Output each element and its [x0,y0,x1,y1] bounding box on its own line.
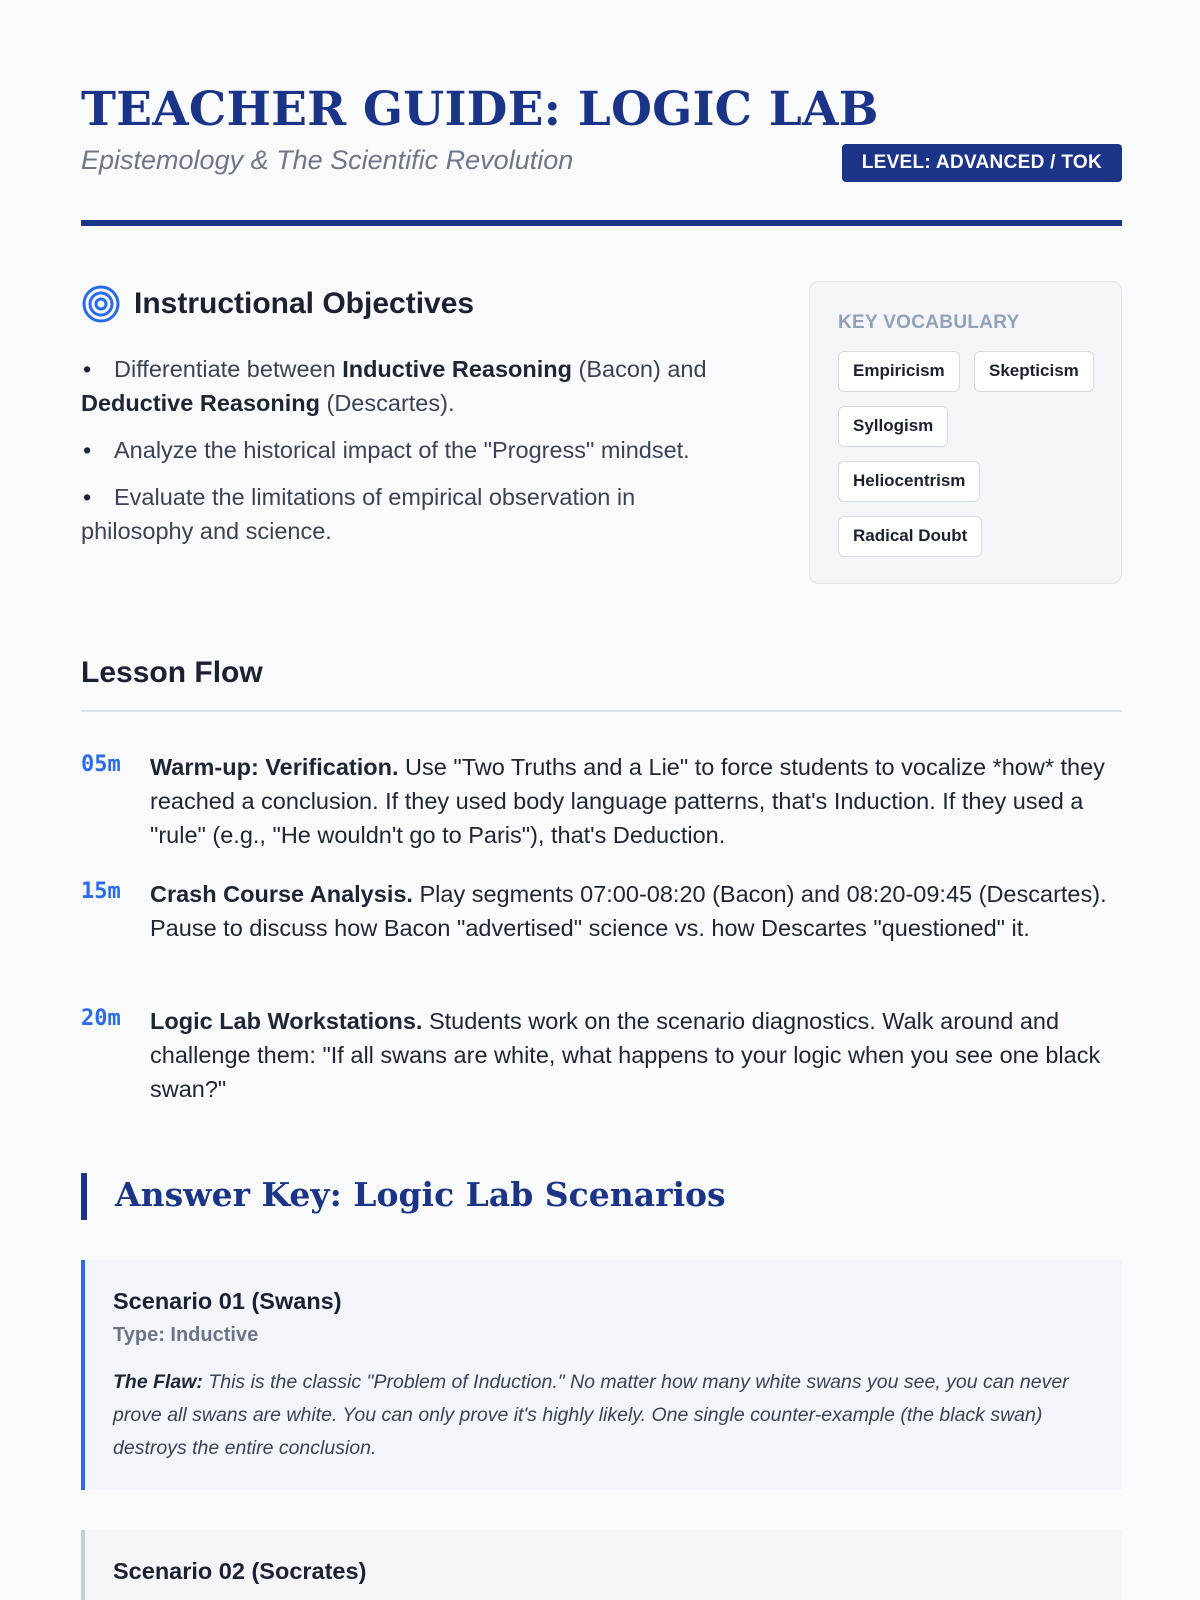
scenario-type: Type: Inductive [113,1324,259,1346]
vocab-chip: Empiricism [838,351,960,392]
objectives-list [81,352,741,561]
step-title: Warm-up: Verification. [150,754,399,780]
answer-key-heading: Answer Key: Logic Lab Scenarios [115,1175,726,1214]
header-divider [81,220,1122,226]
list-item: • Evaluate the limitations of empirical observation in philosophy and science. [81,480,741,548]
vocabulary-title: KEY VOCABULARY [838,312,1020,333]
list-item: • Analyze the historical impact of the "Progress" mindset. [81,433,741,467]
list-item: • Differentiate between Inductive Reasoning (Bacon) and Deductive Reasoning (Descartes). [81,352,741,420]
answer-key-accent-bar [81,1173,87,1220]
flaw-label: The Flaw: [113,1371,203,1393]
step-duration: 15m [81,879,121,904]
page-title: TEACHER GUIDE: LOGIC LAB [81,82,879,137]
step-title: Logic Lab Workstations. [150,1008,423,1034]
scenario-title: Scenario 01 (Swans) [113,1288,342,1314]
scenario-card [81,1530,1122,1600]
objectives-heading: Instructional Objectives [134,287,475,320]
bullet: • [83,484,92,510]
scenario-flaw: The Flaw: This is the classic "Problem of Induction." No matter how many white swans you see, you can never prove all swans are white. You can only prove it's highly likely. One single counter-example (the black swan) destroys the entire conclusion. [113,1371,1069,1459]
vocab-chip: Heliocentrism [838,461,980,502]
step-description: Warm-up: Verification. Use "Two Truths and a Lie" to force students to vocalize *how* they reached a conclusion. If they used body language patterns, that's Induction. If they used a "rule" (e.g., "He wouldn't go to Paris"), that's Deduction. [150,754,1105,848]
step-duration: 05m [81,752,121,777]
scenario-title: Scenario 02 (Socrates) [113,1558,367,1584]
level-badge: LEVEL: ADVANCED / TOK [842,144,1122,182]
page-subtitle: Epistemology & The Scientific Revolution [81,145,574,175]
lesson-flow-divider [81,710,1122,712]
vocab-chip: Syllogism [838,406,948,447]
bullet: • [83,437,92,463]
bullet: • [83,356,92,382]
step-title: Crash Course Analysis. [150,881,413,907]
key-vocabulary-card [809,281,1122,584]
step-description: Crash Course Analysis. Play segments 07:00-08:20 (Bacon) and 08:20-09:45 (Descartes). Pause to discuss how Bacon "advertised" science vs. how Descartes "questioned" it. [150,881,1107,941]
step-description: Logic Lab Workstations. Students work on the scenario diagnostics. Walk around and challenge them: "If all swans are white, what happens to your logic when you see one black swan?" [150,1008,1101,1102]
target-icon [81,284,121,324]
lesson-flow-heading: Lesson Flow [81,656,263,689]
vocab-chip: Skepticism [974,351,1094,392]
vocab-chip: Radical Doubt [838,516,982,557]
scenario-card [81,1260,1122,1490]
step-duration: 20m [81,1006,121,1031]
teacher-guide-page [81,0,1122,1600]
